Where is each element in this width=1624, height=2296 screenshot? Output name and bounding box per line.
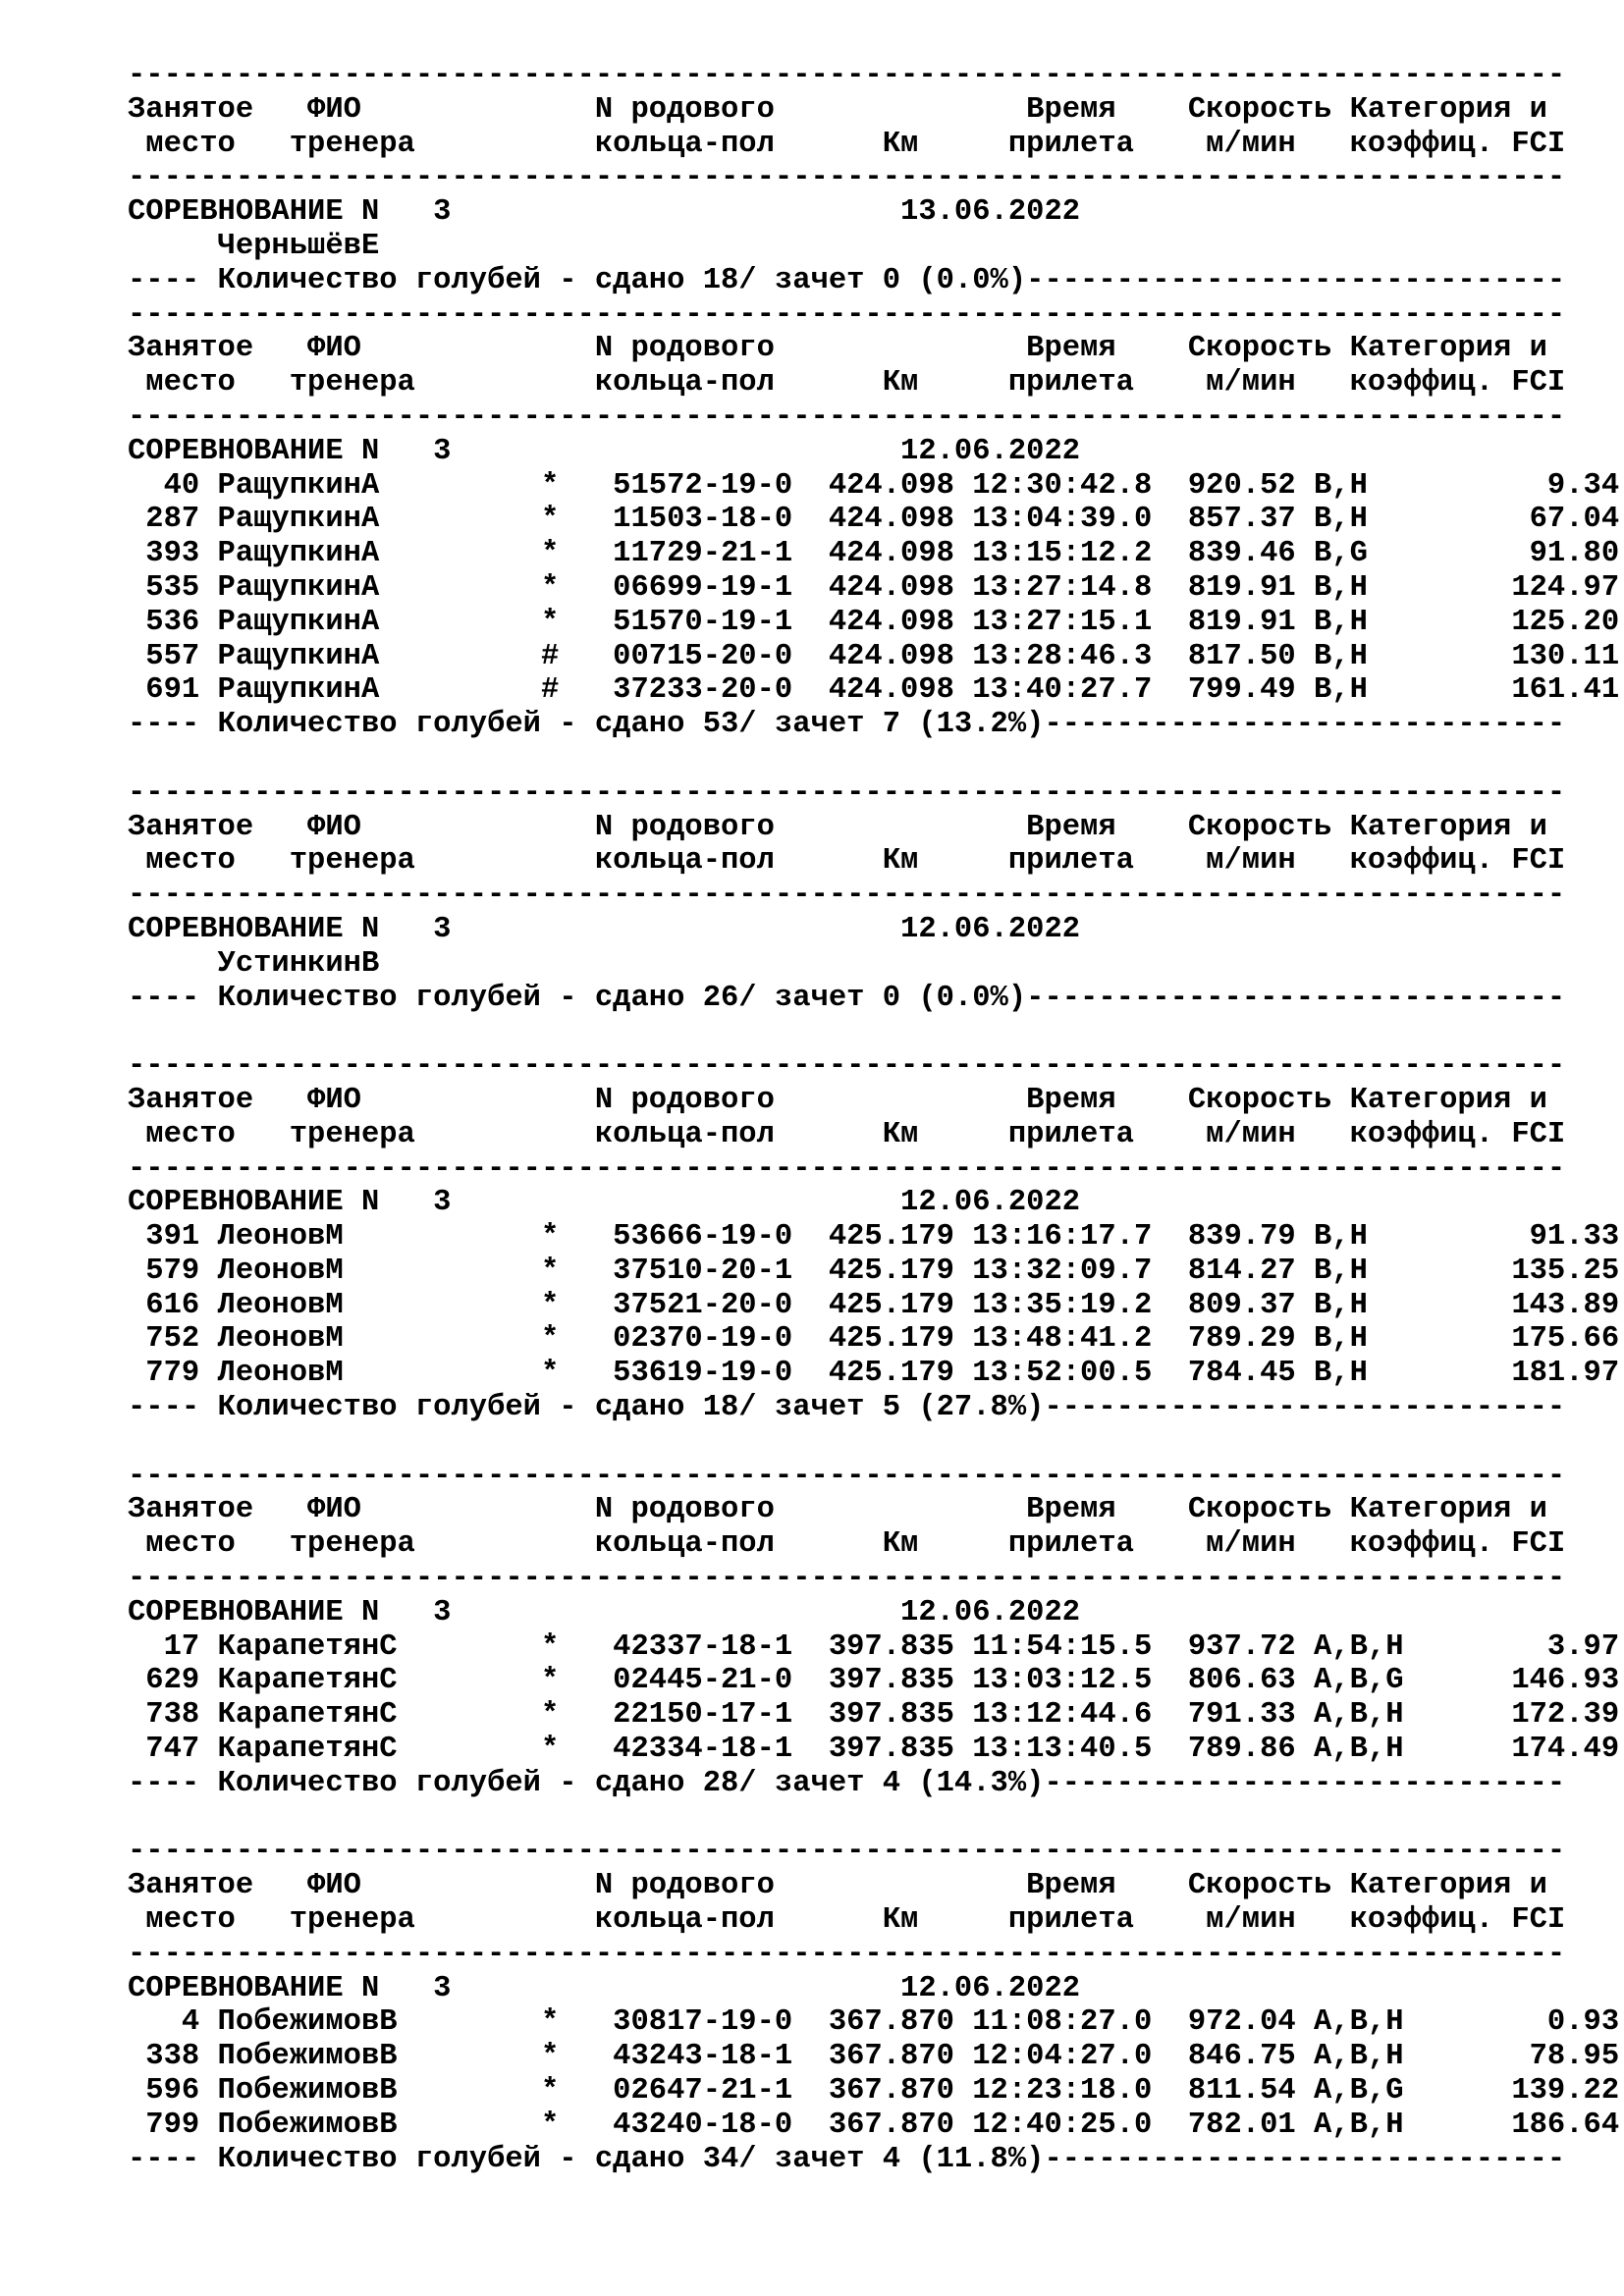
separator-line: --------------------------------------------------------------------------------	[128, 161, 1566, 195]
result-row: 691 РащупкинА # 37233-20-0 424.098 13:40:27.7 799.49 B,H 161.41	[128, 673, 1620, 708]
competition-line: СОРЕВНОВАНИЕ N 3 13.06.2022	[128, 195, 1081, 230]
result-row: 779 ЛеоновМ * 53619-19-0 425.179 13:52:00.5 784.45 B,H 181.97	[128, 1357, 1620, 1391]
column-header-line-1: Занятое ФИО N родового Время Скорость Категория и	[128, 1083, 1547, 1117]
result-row: 752 ЛеоновМ * 02370-19-0 425.179 13:48:41.2 789.29 B,H 175.66	[128, 1322, 1620, 1357]
result-row: 579 ЛеоновМ * 37510-20-1 425.179 13:32:09.7 814.27 B,H 135.25	[128, 1254, 1620, 1288]
result-row: 4 ПобежимовВ * 30817-19-0 367.870 11:08:27.0 972.04 A,B,H 0.93	[128, 2005, 1620, 2040]
results-document	[128, 59, 1620, 2176]
blank-line	[128, 1015, 1600, 1049]
result-row: 557 РащупкинА # 00715-20-0 424.098 13:28:46.3 817.50 B,H 130.11	[128, 639, 1620, 673]
result-block	[128, 59, 1600, 298]
summary-line: ---- Количество голубей - сдано 28/ зачет 4 (14.3%)-----------------------------	[128, 1766, 1566, 1800]
separator-line: --------------------------------------------------------------------------------	[128, 1151, 1566, 1186]
column-header-line-1: Занятое ФИО N родового Время Скорость Категория и	[128, 1493, 1547, 1527]
result-row: 799 ПобежимовВ * 43240-18-0 367.870 12:40:25.0 782.01 A,B,H 186.64	[128, 2108, 1620, 2142]
result-row: 338 ПобежимовВ * 43243-18-1 367.870 12:04:27.0 846.75 A,B,H 78.95	[128, 2040, 1620, 2074]
column-header-line-2: место тренера кольца-пол Км прилета м/мин коэффиц. FCI	[128, 1527, 1566, 1562]
trainer-name-line: УстинкинВ	[128, 946, 380, 981]
result-row: 535 РащупкинА * 06699-19-1 424.098 13:27:14.8 819.91 B,H 124.97	[128, 570, 1620, 605]
column-header-line-2: место тренера кольца-пол Км прилета м/мин коэффиц. FCI	[128, 127, 1566, 161]
result-row: 738 КарапетянС * 22150-17-1 397.835 13:12:44.6 791.33 A,B,H 172.39	[128, 1698, 1620, 1733]
result-row: 393 РащупкинА * 11729-21-1 424.098 13:15:12.2 839.46 B,G 91.80	[128, 537, 1620, 571]
result-row: 17 КарапетянС * 42337-18-1 397.835 11:54:15.5 937.72 A,B,H 3.97	[128, 1629, 1620, 1664]
column-header-line-1: Занятое ФИО N родового Время Скорость Категория и	[128, 92, 1547, 127]
competition-line: СОРЕВНОВАНИЕ N 3 12.06.2022	[128, 1186, 1081, 1220]
separator-line: --------------------------------------------------------------------------------	[128, 1835, 1566, 1869]
separator-line: --------------------------------------------------------------------------------	[128, 400, 1566, 434]
result-row: 616 ЛеоновМ * 37521-20-0 425.179 13:35:19.2 809.37 B,H 143.89	[128, 1288, 1620, 1322]
separator-line: --------------------------------------------------------------------------------	[128, 775, 1566, 810]
result-block	[128, 776, 1600, 1016]
summary-line: ---- Количество голубей - сдано 18/ зачет 5 (27.8%)-----------------------------	[128, 1391, 1566, 1425]
result-row: 536 РащупкинА * 51570-19-1 424.098 13:27:15.1 819.91 B,H 125.20	[128, 605, 1620, 639]
result-row: 40 РащупкинА * 51572-19-0 424.098 12:30:42.8 920.52 B,H 9.34	[128, 468, 1620, 503]
result-block	[128, 1835, 1620, 2176]
column-header-line-2: место тренера кольца-пол Км прилета м/мин коэффиц. FCI	[128, 1117, 1566, 1151]
blank-line	[128, 1801, 1600, 1836]
separator-line: --------------------------------------------------------------------------------	[128, 1937, 1566, 1971]
column-header-line-1: Занятое ФИО N родового Время Скорость Категория и	[128, 332, 1547, 366]
summary-line: ---- Количество голубей - сдано 18/ зачет 0 (0.0%)------------------------------	[128, 263, 1566, 297]
competition-line: СОРЕВНОВАНИЕ N 3 12.06.2022	[128, 912, 1081, 946]
result-block	[128, 1459, 1620, 1801]
blank-line	[128, 1425, 1600, 1460]
blank-line	[128, 742, 1600, 776]
separator-line: --------------------------------------------------------------------------------	[128, 1562, 1566, 1596]
result-row: 747 КарапетянС * 42334-18-1 397.835 13:13:40.5 789.86 A,B,H 174.49	[128, 1733, 1620, 1767]
summary-line: ---- Количество голубей - сдано 26/ зачет 0 (0.0%)------------------------------	[128, 981, 1566, 1015]
column-header-line-1: Занятое ФИО N родового Время Скорость Категория и	[128, 1869, 1547, 1903]
result-block	[128, 297, 1620, 742]
separator-line: --------------------------------------------------------------------------------	[128, 879, 1566, 913]
trainer-name-line: ЧерньшёвЕ	[128, 229, 380, 263]
result-row: 596 ПобежимовВ * 02647-21-1 367.870 12:23:18.0 811.54 A,B,G 139.22	[128, 2074, 1620, 2109]
column-header-line-2: место тренера кольца-пол Км прилета м/мин коэффиц. FCI	[128, 844, 1566, 879]
column-header-line-2: место тренера кольца-пол Км прилета м/мин коэффиц. FCI	[128, 366, 1566, 400]
result-row: 629 КарапетянС * 02445-21-0 397.835 13:03:12.5 806.63 A,B,G 146.93	[128, 1664, 1620, 1698]
separator-line: --------------------------------------------------------------------------------	[128, 59, 1566, 92]
result-row: 391 ЛеоновМ * 53666-19-0 425.179 13:16:17.7 839.79 B,H 91.33	[128, 1220, 1620, 1255]
summary-line: ---- Количество голубей - сдано 34/ зачет 4 (11.8%)-----------------------------	[128, 2142, 1566, 2176]
result-block	[128, 1049, 1620, 1425]
column-header-line-1: Занятое ФИО N родового Время Скорость Категория и	[128, 810, 1547, 844]
competition-line: СОРЕВНОВАНИЕ N 3 12.06.2022	[128, 434, 1081, 468]
result-row: 287 РащупкинА * 11503-18-0 424.098 13:04:39.0 857.37 B,H 67.04	[128, 503, 1620, 537]
column-header-line-2: место тренера кольца-пол Км прилета м/мин коэффиц. FCI	[128, 1903, 1566, 1938]
separator-line: --------------------------------------------------------------------------------	[128, 1049, 1566, 1084]
summary-line: ---- Количество голубей - сдано 53/ зачет 7 (13.2%)-----------------------------	[128, 708, 1566, 742]
separator-line: --------------------------------------------------------------------------------	[128, 297, 1566, 332]
separator-line: --------------------------------------------------------------------------------	[128, 1459, 1566, 1493]
competition-line: СОРЕВНОВАНИЕ N 3 12.06.2022	[128, 1971, 1081, 2005]
competition-line: СОРЕВНОВАНИЕ N 3 12.06.2022	[128, 1595, 1081, 1629]
